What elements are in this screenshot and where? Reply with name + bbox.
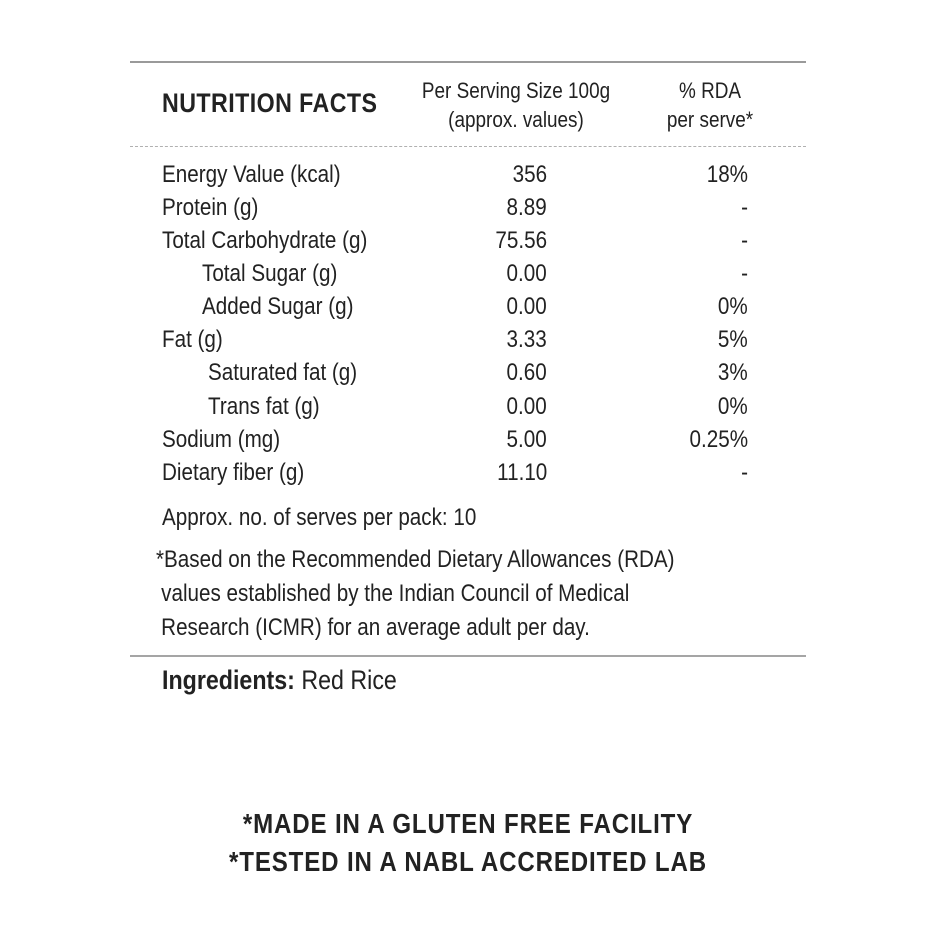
ingredients-divider bbox=[130, 655, 806, 657]
table-row bbox=[0, 423, 936, 456]
nutrient-value: 0.60 bbox=[506, 359, 547, 386]
nutrient-name: Trans fat (g) bbox=[208, 393, 320, 420]
table-row bbox=[0, 456, 936, 489]
nutrient-rda: 0% bbox=[718, 293, 748, 320]
nutrient-value: 3.33 bbox=[506, 326, 547, 353]
nutrient-name: Total Sugar (g) bbox=[202, 260, 338, 287]
ingredients-value: Red Rice bbox=[301, 665, 397, 695]
nutrient-value: 5.00 bbox=[506, 426, 547, 453]
rda-footnote bbox=[156, 543, 758, 645]
nutrient-rda: 0% bbox=[718, 393, 748, 420]
rda-header bbox=[641, 76, 779, 134]
nutrient-rda: 3% bbox=[718, 359, 748, 386]
rda-header-line2: per serve* bbox=[666, 107, 754, 132]
serving-size-line1: Per Serving Size 100g bbox=[421, 78, 611, 103]
rda-header-line1: % RDA bbox=[678, 78, 742, 103]
table-row bbox=[0, 390, 936, 423]
footnote-line2: values established by the Indian Council of Medical bbox=[161, 580, 630, 607]
table-row bbox=[0, 191, 936, 224]
serving-size-header bbox=[416, 76, 616, 134]
header-divider bbox=[130, 146, 806, 147]
nutrient-rda: - bbox=[741, 260, 748, 287]
nutrient-value: 75.56 bbox=[495, 227, 547, 254]
nutrient-value: 0.00 bbox=[506, 293, 547, 320]
nabl-lab-claim: *TESTED IN A NABL ACCREDITED LAB bbox=[229, 846, 707, 877]
table-row bbox=[0, 356, 936, 389]
nutrient-name: Saturated fat (g) bbox=[208, 359, 358, 386]
footnote-line1: *Based on the Recommended Dietary Allowances (RDA) bbox=[156, 546, 675, 573]
nutrient-value: 8.89 bbox=[506, 194, 547, 221]
nutrient-name: Added Sugar (g) bbox=[202, 293, 354, 320]
nutrient-name: Sodium (mg) bbox=[162, 426, 281, 453]
nutrient-rda: - bbox=[741, 194, 748, 221]
nutrition-facts-title: NUTRITION FACTS bbox=[162, 88, 378, 118]
serves-per-pack: Approx. no. of serves per pack: 10 bbox=[162, 504, 477, 531]
ingredients-line bbox=[162, 662, 397, 698]
nutrient-value: 0.00 bbox=[506, 393, 547, 420]
facility-claims bbox=[0, 805, 936, 881]
table-row bbox=[0, 290, 936, 323]
nutrient-rda: 18% bbox=[706, 161, 748, 188]
table-row bbox=[0, 323, 936, 356]
nutrient-name: Protein (g) bbox=[162, 194, 259, 221]
table-row bbox=[0, 224, 936, 257]
nutrient-value: 356 bbox=[512, 161, 547, 188]
gluten-free-claim: *MADE IN A GLUTEN FREE FACILITY bbox=[242, 808, 694, 839]
nutrient-value: 11.10 bbox=[496, 459, 547, 486]
nutrient-rda: 0.25% bbox=[689, 426, 748, 453]
nutrient-name: Total Carbohydrate (g) bbox=[162, 227, 368, 254]
nutrient-name: Fat (g) bbox=[162, 326, 223, 353]
nutrient-value: 0.00 bbox=[506, 260, 547, 287]
table-row bbox=[0, 257, 936, 290]
nutrient-rda: - bbox=[741, 459, 748, 486]
nutrient-rda: - bbox=[741, 227, 748, 254]
nutrient-name: Energy Value (kcal) bbox=[162, 161, 341, 188]
serving-size-line2: (approx. values) bbox=[448, 107, 584, 132]
nutrient-rda: 5% bbox=[718, 326, 748, 353]
footnote-line3: Research (ICMR) for an average adult per day. bbox=[161, 614, 590, 641]
ingredients-label: Ingredients: bbox=[162, 665, 295, 695]
nutrient-name: Dietary fiber (g) bbox=[162, 459, 305, 486]
top-divider bbox=[130, 61, 806, 63]
table-row bbox=[0, 158, 936, 191]
